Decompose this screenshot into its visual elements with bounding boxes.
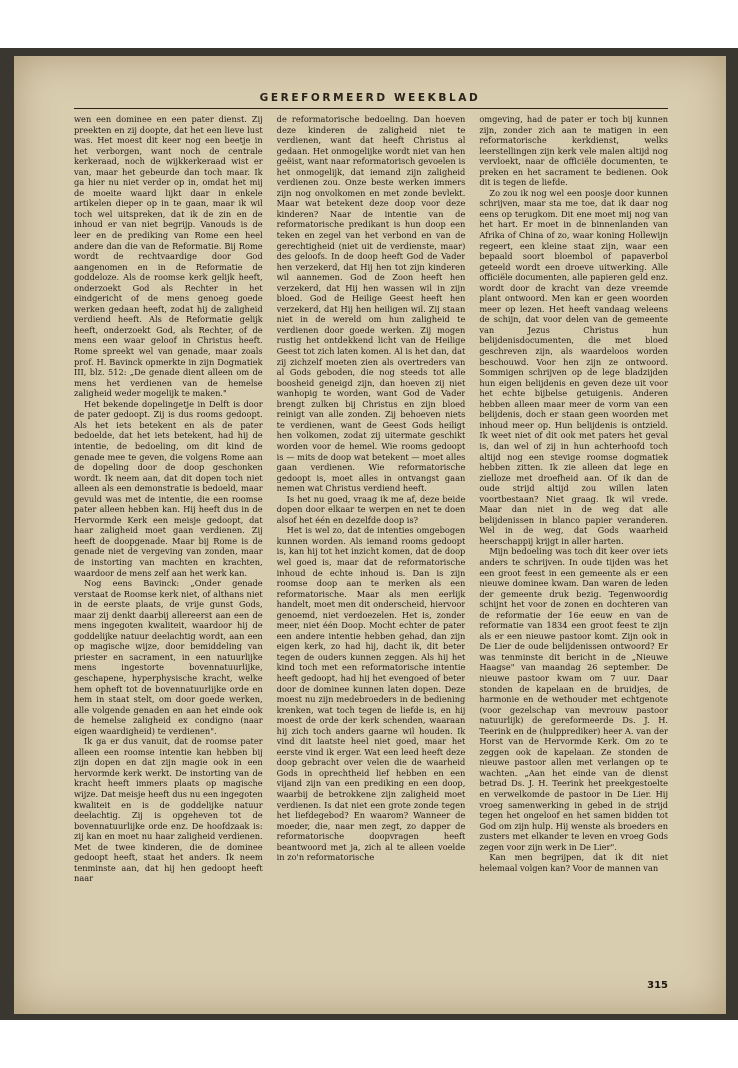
running-header: GEREFORMEERD WEEKBLAD [259, 92, 481, 104]
paragraph: Kan men begrijpen, dat ik dit niet helemaal volgen kan? Voor de mannen van [479, 852, 669, 873]
page [14, 56, 726, 1014]
column-2 [277, 114, 466, 976]
paragraph: Ik ga er dus vanuit, dat de roomse pater alleen een roomse intentie kan hebben bij zijn dopen en dat zijn magie ook in een hervormde kerk werkt. De instorting van de kracht heeft immers plaats op magische wijze. Dat meisje heeft dus nu een ingegoten kwaliteit en is de goddelijke natuur deelachtig. Zij is opgeheven tot de bovennatuurlijke orde enz. De hoofdzaak is: zij kan en moet nu haar zaligheid verdienen. Met de twee kinderen, die de dominee gedoopt heeft, staat het anders. Ik neem tenminste aan, dat hij hen gedoopt heeft naar [74, 736, 263, 884]
paragraph: Mijn bedoeling was toch dit keer over iets anders te schrijven. In oude tijden was het een groot feest in een gemeente als er een nieuwe dominee kwam. Dan waren de leden der gemeente druk bezig. Tegenwoordig schijnt het voor de zonen en dochteren van de reformatie der 16e eeuw en van de reformatie van 1834 een groot feest te zijn als er een nieuwe pastoor komt. Zijn ook in De Lier de oude belijdenissen ontwoord? Er was tenminste dit bericht in de „Nieuwe Haagse" van maandag 26 september. De nieuwe pastoor kwam om 7 uur. Daar stonden de kapelaan en de bruidjes, de harmonie en de wethouder met echtgenote (voor gezelschap van mevrouw pastoor natuurlijk) de gereformeerde Ds. J. H. Teerink en de (hulpprediker) heer A. van der Horst van de Hervormde Kerk. Om zo te zeggen ook de kapelaan. Ze stonden de nieuwe pastoor allen met verlangen op te wachten. „Aan het einde van de dienst betrad Ds. J. H. Teerink het preekgestoelte en verwelkomde de pastoor in De Lier. Hij vroeg samenwerking in gebed in de strijd tegen het ongeloof en het samen bidden tot God om zijn hulp. Hij wenste als broeders en zusters met elkander te leven en vroeg Gods zegen voor zijn werk in De Lier". [479, 546, 669, 852]
paragraph: Het bekende dopelingetje in Delft is door de pater gedoopt. Zij is dus rooms gedoopt. Als het iets betekent en als de pater bedoelde, dat het iets betekent, had hij de intentie, de bedoeling, om dit kind de genade mee te geven, die volgens Rome aan de dopeling door de doop geschonken wordt. Ik neem aan, dat dit dopen toch niet alleen als een demonstratie is bedoeld, maar gevuld was met de intentie, die een roomse pater alleen hebben kan. Hij heeft dus in de Hervormde Kerk een meisje gedoopt, dat haar zaligheid moet gaan verdienen. Zij heeft de doopgenade. Maar bij Rome is de genade niet de vergeving van zonden, maar de instorting van machten en krachten, waardoor de mens zelf aan het werk kan. [74, 398, 263, 578]
paragraph: wen een dominee en een pater dienst. Zij preekten en zij doopte, dat het een lieve lust was. Het moest dit keer nog een beetje in het verborgen, want noch de centrale kerkeraad, noch de wijkkerkeraad wist er van, maar het gebeurde dan toch maar. Ik ga hier nu niet verder op in, omdat het mij de moeite waard lijkt daar in enkele artikelen dieper op in te gaan, maar ik wil toch wel uitspreken, dat ik de zin en de inhoud er van niet begrijp. Vanouds is de leer en de prediking van Rome een heel andere dan die van de Reformatie. Bij Rome wordt de rechtvaardige door God aangenomen en in de Reformatie de goddeloze. Als de roomse kerk gelijk heeft, onderzoekt God als Rechter in het eindgericht of de mens genoeg goede werken gedaan heeft, zodat hij de zaligheid verdiend heeft. Als de Reformatie gelijk heeft, onderzoekt God, als Rechter, of de mens een waar geloof in Christus heeft. Rome spreekt wel van genade, maar zoals prof. H. Bavinck opmerkte in zijn Dogmatiek III, blz. 512: „De genade dient alleen om de mens het verdienen van de hemelse zaligheid weder mogelijk te maken." [74, 114, 263, 399]
header-rule [74, 108, 668, 109]
paragraph: de reformatorische bedoeling. Dan hoeven deze kinderen de zaligheid niet te verdienen, want dat heeft Christus al gedaan. Het onmogelijke wordt niet van hen geëist, want naar reformatorisch gevoelen is het onmogelijk, dat iemand zijn zaligheid verdienen zou. Onze beste werken immers zijn nog onvolkomen en met zonde bevlekt. Maar wat betekent deze doop voor deze kinderen? Naar de intentie van de reformatorische predikant is hun doop een teken en zegel van het verbond en van de gerechtigheid (niet uit de verdienste, maar) des geloofs. In de doop heeft God de Vader hen verzekerd, dat Hij hen tot zijn kinderen wil aannemen. God de Zoon heeft hen verzekerd, dat Hij hen wassen wil in zijn bloed. God de Heilige Geest heeft hen verzekerd, dat Hij hen heiligen wil. Zij staan niet in de wereld om hun zaligheid te verdienen door goede werken. Zij mogen rustig het ontdekkend licht van de Heilige Geest tot zich laten komen. Al is het dan, dat zij zichzelf moeten zien als overtreders van al Gods geboden, die nog steeds tot alle boosheid geneigd zijn, dan hoeven zij niet wanhopig te worden, want God de Vader brengt zulken bij Christus en zijn bloed reinigt van alle zonden. Zij behoeven niets te verdienen, want de Geest Gods heiligt hen volkomen, zodat zij uitermate geschikt worden voor de hemel. Wie rooms gedoopt is — mits de doop wat betekent — moet alles gaan verdienen. Wie reformatorische gedoopt is, moet alles in ontvangst gaan nemen wat Christus verdiend heeft. [276, 114, 466, 494]
paragraph: Is het nu goed, vraag ik me af, deze beide dopen door elkaar te werpen en net te doen alsof het één en dezelfde doop is? [276, 493, 466, 525]
column-3 [479, 114, 668, 976]
page-number: 315 [647, 980, 668, 991]
paragraph: Nog eens Bavinck: „Onder genade verstaat de Roomse kerk niet, of althans niet in de eerste plaats, de vrije gunst Gods, maar zij denkt daarbij allereerst aan een de mens ingegoten kwaliteit, waardoor hij de goddelijke natuur deelachtig wordt, aan een op magische wijze, door bemiddeling van priester en sacrament, in een natuurlijke mens ingestorte bovennatuurlijke, geschapene, hyperphysische kracht, welke hem opheft tot de bovennatuurlijke orde en hem in staat stelt, om door goede werken, alle volgende genaden en aan het einde ook de hemelse zaligheid ex condigno (naar eigen waardigheid) te verdienen". [74, 578, 263, 736]
text-columns [74, 114, 668, 976]
paragraph: omgeving, had de pater er toch bij kunnen zijn, zonder zich aan te matigen in een reformatorische kerkdienst, welks leerstellingen zijn kerk vele malen altijd nog vervloekt, naar de officiële documenten, te preken en het sacrament te bedienen. Ook dit is tegen de liefde. [479, 114, 669, 188]
column-1 [74, 114, 263, 976]
paragraph: Zo zou ik nog wel een poosje door kunnen schrijven, maar sta me toe, dat ik daar nog eens op terugkom. Dit ene moet mij nog van het hart. Er moet in de binnenlanden van Afrika of China of zo, waar koning Hollewijn regeert, een kleine staat zijn, waar een bepaald soort bloembol of papaverbol geteeld wordt een droeve uitwerking. Alle officiële documenten, alle papieren geld enz. wordt door de kracht van deze vreemde plant ontwoord. Men kan er geen woorden meer op lezen. Het heeft vandaag weleens de schijn, dat voor delen van de gemeente van Jezus Christus hun belijdenisdocumenten, die met bloed geschreven zijn, als waardeloos worden beschouwd. Voor hen zijn ze ontwoord. Sommigen schrijven op de lege bladzijden hun eigen belijdenis en geven deze uit voor het echte bijbelse getuigenis. Anderen hebben alleen maar meer de vorm van een belijdenis, doch er staan geen woorden met inhoud meer op. Hun belijdenis is ontzield. Ik weet niet of dit ook met paters het geval is, dan wel of zij in hun achterhoofd toch altijd nog een stevige roomse dogmatiek hebben zitten. Ik zie alleen dat lege en zielloze met droefheid aan. Of ik dan de oude strijd altijd zou willen laten voortbestaan? Niet graag. Ik wil vrede. Maar dan niet in de weg dat alle belijdenissen in blanco papier veranderen. Wel in de weg, dat Gods waarheid heerschappij krijgt in aller harten. [479, 187, 669, 546]
paragraph: Het is wel zo, dat de intenties omgebogen kunnen worden. Als iemand rooms gedoopt is, kan hij tot het inzicht komen, dat de doop wel goed is, maar dat de reformatorische inhoud de echte inhoud is. Dan is zijn roomse doop aan te merken als een reformatorische. Maar als men eerlijk handelt, moet men dit onderscheid, hiervoor genoemd, niet verdoezelen. Het is, zonder meer, niet één Doop. Mocht echter de pater een andere intentie hebben gehad, dan zijn eigen kerk, zo had hij, dacht ik, dit beter tegen de ouders kunnen zeggen. Als hij het kind toch met een reformatorische intentie heeft gedoopt, had hij het evengoed of beter door de dominee kunnen laten dopen. Deze moest nu zijn medebroeders in de bediening krenken, wat toch tegen de liefde is, en hij moest de orde der kerk schenden, waaraan hij zich toch anders gaarne wil houden. Ik vind dit laatste heel niet goed, maar het eerste vind ik erger. Wat een leed heeft deze doop gebracht over velen die de waarheid Gods in oprechtheid lief hebben en een vijand zijn van een prediking en een doop, waarbij de betrokkene zijn zaligheid moet verdienen. Is dat niet een grote zonde tegen het liefdegebod? En waarom? Wanneer de moeder, die, naar men zegt, zo dapper de reformatorische doopvragen heeft beantwoord met ja, zich al te alleen voelde in zo'n reformatorische [276, 525, 466, 863]
